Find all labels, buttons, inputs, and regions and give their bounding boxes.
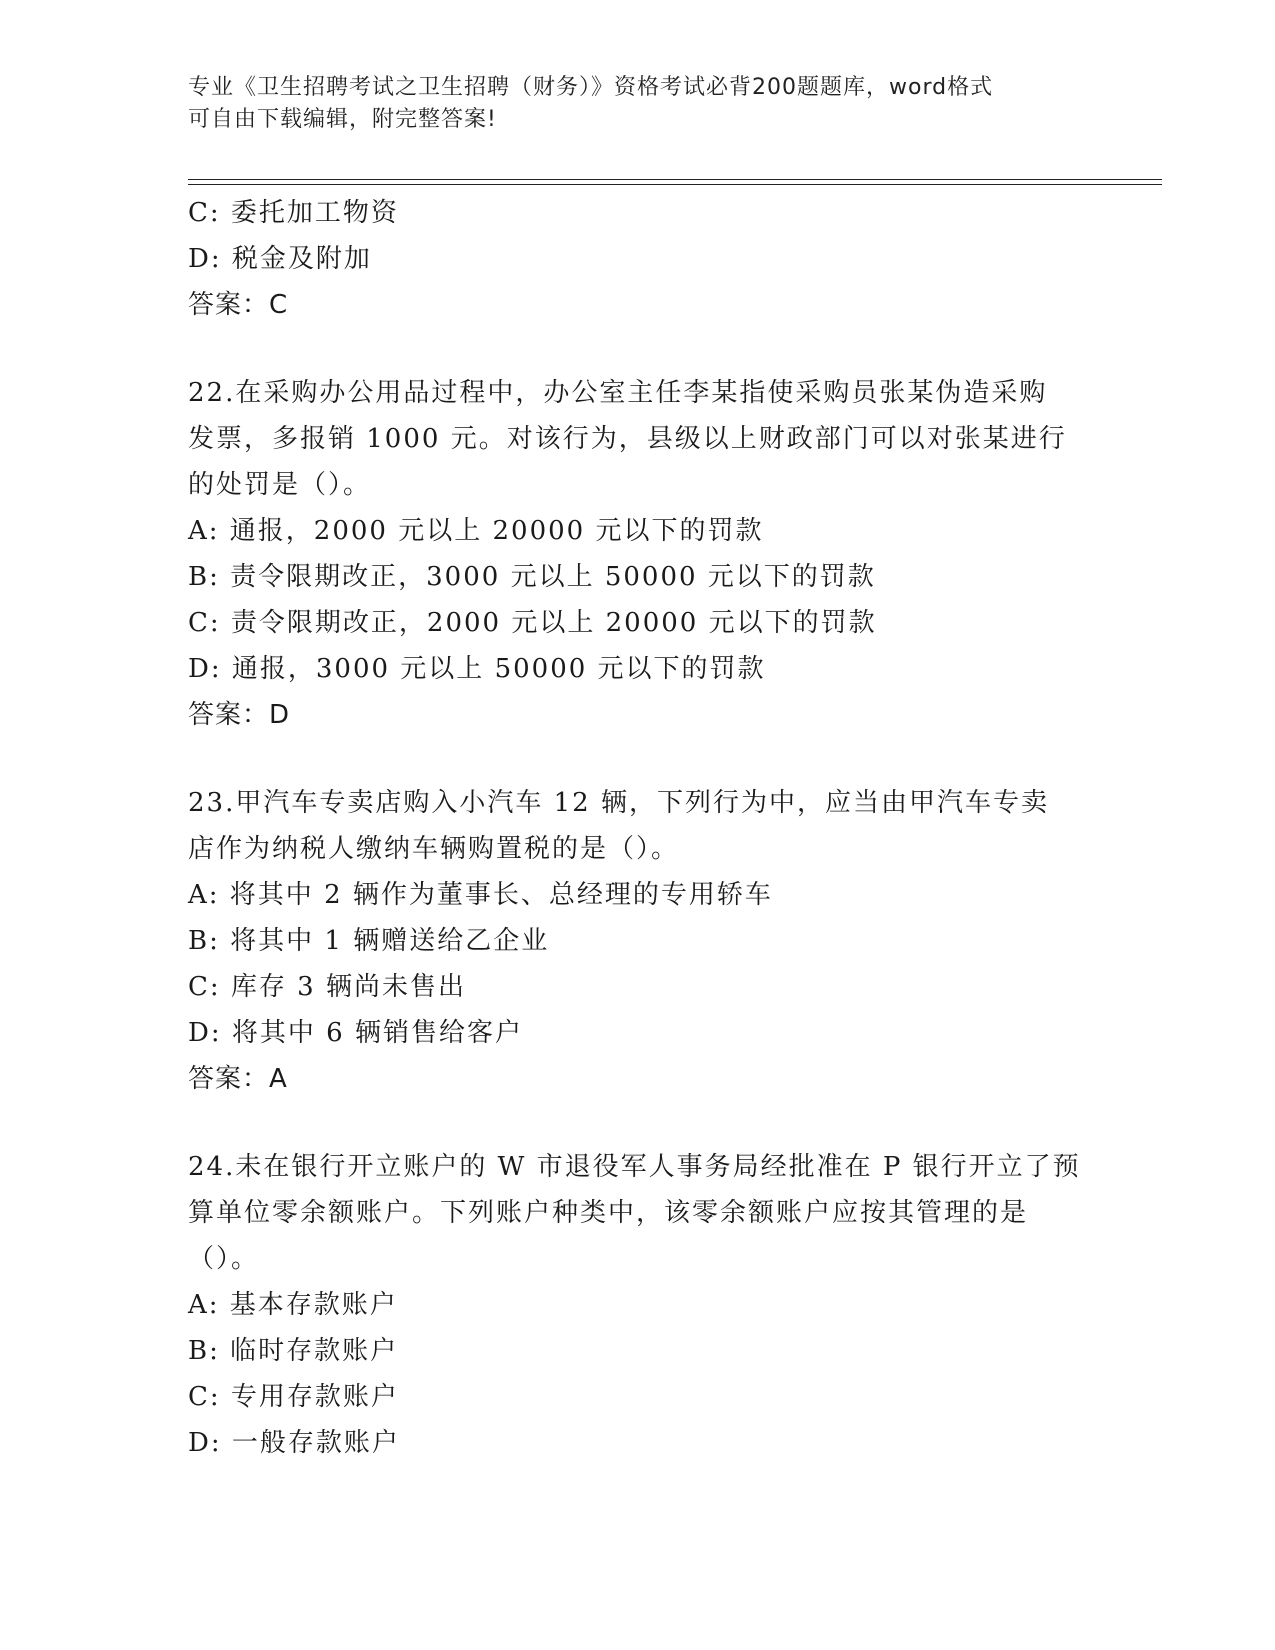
option-d: D: 将其中 6 辆销售给客户	[188, 1018, 523, 1048]
option-c: C: 责令限期改正，2000 元以上 20000 元以下的罚款	[188, 608, 877, 638]
question-stem-line: 店作为纳税人缴纳车辆购置税的是（）。	[188, 834, 680, 864]
question-stem-line: 发票，多报销 1000 元。对该行为，县级以上财政部门可以对张某进行	[188, 424, 1067, 454]
question-content	[188, 190, 1088, 1466]
question-stem-line: 24.未在银行开立账户的 W 市退役军人事务局经批准在 P 银行开立了预	[188, 1152, 1081, 1182]
option-b: B: 临时存款账户	[188, 1336, 399, 1366]
previous-question-tail	[188, 190, 1088, 328]
question-stem-line: 算单位零余额账户。下列账户种类中，该零余额账户应按其管理的是	[188, 1198, 1029, 1228]
header-title-line-1: 专业《卫生招聘考试之卫生招聘（财务）》资格考试必背200题题库，word格式	[188, 75, 994, 100]
option-d: D: 一般存款账户	[188, 1428, 400, 1458]
header-divider-bottom	[188, 184, 1162, 185]
option-d: D: 税金及附加	[188, 244, 372, 274]
question-stem-line: 22.在采购办公用品过程中，办公室主任李某指使采购员张某伪造采购	[188, 378, 1048, 408]
option-a: A: 通报，2000 元以上 20000 元以下的罚款	[188, 516, 764, 546]
question-stem-line: 23.甲汽车专卖店购入小汽车 12 辆，下列行为中，应当由甲汽车专卖	[188, 788, 1049, 818]
document-header	[188, 72, 1088, 136]
option-a: A: 基本存款账户	[188, 1290, 398, 1320]
option-b: B: 将其中 1 辆赠送给乙企业	[188, 926, 550, 956]
option-d: D: 通报，3000 元以上 50000 元以下的罚款	[188, 654, 766, 684]
question-spacer	[188, 328, 1088, 370]
question-stem-line: 的处罚是（）。	[188, 470, 372, 500]
option-c: C: 专用存款账户	[188, 1382, 399, 1412]
question-22	[188, 370, 1088, 738]
answer-line: 答案：C	[188, 290, 289, 320]
question-spacer	[188, 1102, 1088, 1144]
question-stem-line: （）。	[188, 1244, 260, 1274]
answer-line: 答案：A	[188, 1064, 288, 1094]
option-b: B: 责令限期改正，3000 元以上 50000 元以下的罚款	[188, 562, 876, 592]
question-24	[188, 1144, 1088, 1466]
option-a: A: 将其中 2 辆作为董事长、总经理的专用轿车	[188, 880, 773, 910]
option-c: C: 库存 3 辆尚未售出	[188, 972, 466, 1002]
option-c: C: 委托加工物资	[188, 198, 399, 228]
question-23	[188, 780, 1088, 1102]
header-title-line-2: 可自由下载编辑，附完整答案!	[188, 107, 497, 132]
answer-line: 答案：D	[188, 700, 291, 730]
header-divider-top	[188, 179, 1162, 180]
question-spacer	[188, 738, 1088, 780]
